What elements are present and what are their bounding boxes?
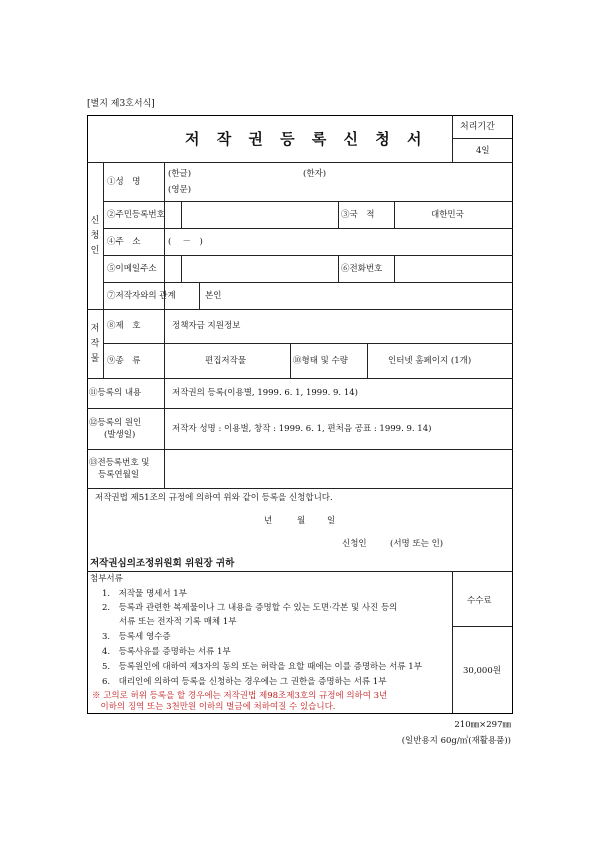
divider [87, 408, 513, 409]
work-type-value: 편집저작물 [205, 356, 247, 366]
warning-text-cont: 이하의 징역 또는 3천만원 이하의 벌금에 처하여질 수 있습니다. [92, 702, 336, 712]
work-type-label: ⑨종 류 [107, 356, 141, 366]
attachment-item: 1. 저작물 명세서 1부 [102, 589, 187, 599]
name-korean: (한글) [168, 169, 192, 179]
applicant-sign-label: 신청인 [342, 539, 367, 549]
prior-registration-label: ⑬전등록번호 및 [89, 458, 150, 468]
border-right [512, 115, 513, 714]
divider [103, 162, 104, 309]
work-form-value: 인터넷 홈페이지 (1개) [388, 356, 472, 366]
divider [452, 138, 512, 139]
paper-size: 210㎜×297㎜ [454, 720, 511, 730]
divider [87, 488, 513, 489]
email-field[interactable] [182, 256, 337, 281]
divider [338, 201, 339, 228]
address-value: ( － ) [168, 237, 203, 247]
registration-cause-sublabel: (발생일) [104, 430, 136, 440]
date-month: 월 [297, 516, 306, 526]
prior-registration-sublabel: 등록연월일 [98, 470, 140, 480]
work-title-value: 정책자금 지원정보 [172, 321, 241, 331]
name-label: ①성 명 [107, 177, 141, 187]
name-english: (영문) [168, 185, 192, 195]
prior-registration-field[interactable] [165, 450, 512, 487]
divider [452, 571, 453, 713]
divider [87, 309, 513, 310]
resident-no-field[interactable] [182, 202, 337, 227]
nationality-value: 대한민국 [431, 210, 464, 220]
name-field[interactable] [165, 163, 512, 200]
work-section-label: 저 작 물 [90, 324, 100, 364]
processing-label: 처리기간 [460, 122, 495, 132]
relation-label: ⑦저작자와의 관계 [107, 291, 176, 301]
registration-content-label: ⑪등록의 내용 [89, 388, 142, 398]
divider [394, 201, 395, 228]
divider [87, 378, 513, 379]
date-year: 년 [264, 516, 273, 526]
attachment-item: 6. 대리인에 의하여 등록을 신청하는 경우에는 그 권한을 증명하는 서류 1부 [102, 677, 387, 687]
registration-cause-value: 저작자 성명 : 이용벌, 창작 : 1999. 6. 1, 편처음 공표 : 1999. 9. 14) [172, 424, 432, 434]
divider [87, 571, 513, 572]
work-form-label: ⑩형태 및 수량 [293, 356, 348, 366]
border-left [87, 115, 88, 714]
divider [452, 626, 512, 627]
signature-label: (서명 또는 인) [390, 539, 444, 549]
relation-value: 본인 [205, 291, 222, 301]
divider [103, 343, 513, 344]
form-code: [별지 제3호서식] [87, 99, 155, 109]
email-label: ⑤이메일주소 [107, 264, 157, 274]
work-title-label: ⑧제 호 [107, 321, 141, 331]
divider [103, 282, 513, 283]
registration-content-value: 저작권의 등록(이용별, 1999. 6. 1, 1999. 9. 14) [172, 388, 358, 398]
attachment-item: 3. 등록세 영수증 [102, 632, 171, 642]
resident-no-label: ②주민등록번호 [107, 210, 165, 220]
divider [199, 282, 200, 309]
registration-cause-label: ⑫등록의 원인 [89, 418, 142, 428]
divider [290, 343, 291, 378]
address-label: ④주 소 [107, 237, 141, 247]
applicant-section-label: 신 청 인 [90, 216, 100, 256]
fee-value: 30,000원 [463, 666, 501, 676]
attachments-heading: 첨부서류 [90, 574, 123, 584]
declaration-statement: 저작권법 제51조의 규정에 의하여 위와 같이 등록을 신청합니다. [95, 493, 333, 503]
attachment-item: 5. 등록원인에 대하여 제3자의 동의 또는 허락을 요할 때에는 이를 증명하는 서류 1부 [102, 662, 422, 672]
divider [367, 343, 368, 378]
attachment-item: 4. 등록사유를 증명하는 서류 1부 [102, 647, 231, 657]
addressee: 저작권심의조정위원회 위원장 귀하 [90, 558, 235, 569]
address-field[interactable] [165, 229, 512, 254]
phone-label: ⑥전화번호 [341, 264, 383, 274]
name-hanja: (한자) [303, 169, 327, 179]
processing-value: 4일 [476, 146, 490, 156]
page-title: 저 작 권 등 록 신 청 서 [185, 130, 428, 148]
date-day: 일 [327, 516, 336, 526]
fee-label: 수수료 [467, 596, 492, 606]
nationality-label: ③국 적 [341, 210, 375, 220]
attachment-item: 서류 또는 전자적 기록 매체 1부 [102, 617, 237, 627]
divider [338, 255, 339, 282]
border-top [87, 115, 513, 116]
warning-text: ※ 고의로 허위 등록을 할 경우에는 저작권법 제98조제3호의 규정에 의하여 3년 [92, 691, 388, 701]
phone-field[interactable] [395, 256, 512, 281]
paper-type: (일반용지 60g/㎡(재활용품)) [401, 736, 511, 746]
border-bottom [87, 713, 513, 714]
attachment-item: 2. 등록과 관련한 복제물이나 그 내용을 증명할 수 있는 도면·각본 및 사진 등의 [102, 603, 398, 613]
